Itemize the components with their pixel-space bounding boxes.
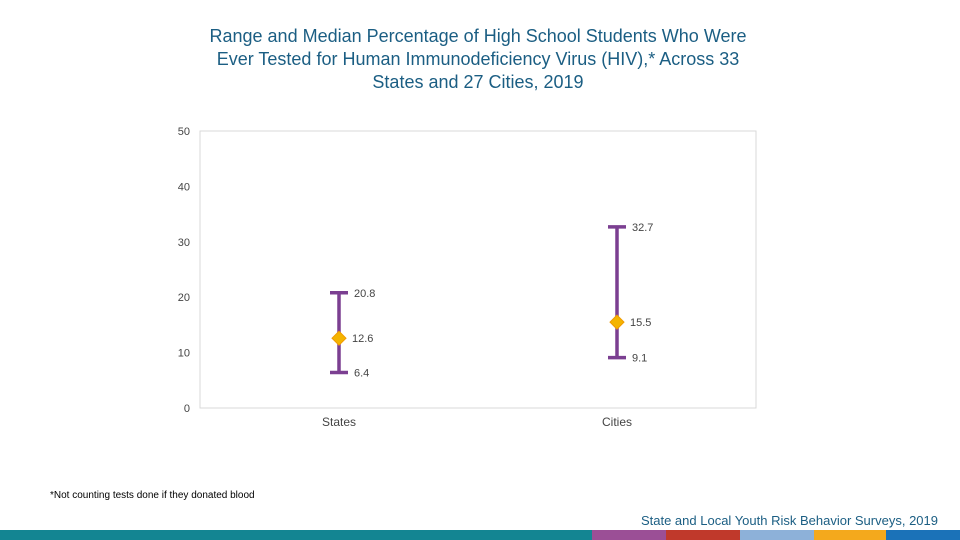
footnote: *Not counting tests done if they donated blood: [50, 490, 255, 501]
source-note: State and Local Youth Risk Behavior Surveys, 2019: [640, 513, 938, 528]
median-data-label: 12.6: [352, 333, 374, 346]
bottom-bar-segment: [886, 530, 960, 540]
y-tick-label: 50: [177, 126, 190, 138]
bottom-bar-segment: [0, 530, 592, 540]
y-tick-label: 0: [183, 403, 190, 415]
median-marker: [332, 331, 346, 345]
max-data-label: 20.8: [354, 287, 376, 300]
x-tick-label: Cities: [601, 415, 633, 429]
bottom-bar-segment: [814, 530, 886, 540]
min-data-label: 9.1: [632, 352, 648, 365]
bottom-color-bar: [0, 530, 960, 540]
y-tick-label: 40: [177, 181, 190, 194]
chart-title-line-1: Range and Median Percentage of High School Students Who Were: [209, 26, 747, 46]
chart-title-line-2: Ever Tested for Human Immunodeficiency Virus (HIV),* Across 33: [216, 49, 740, 69]
chart-title-line-3: States and 27 Cities, 2019: [372, 72, 584, 92]
min-data-label: 6.4: [354, 367, 370, 380]
median-marker: [610, 315, 624, 329]
y-tick-label: 10: [177, 347, 190, 360]
max-data-label: 32.7: [632, 221, 654, 234]
bottom-bar-segment: [666, 530, 740, 540]
bottom-bar-segment: [592, 530, 666, 540]
y-tick-label: 20: [177, 292, 190, 305]
median-data-label: 15.5: [630, 317, 652, 330]
y-tick-label: 30: [177, 236, 190, 249]
plot-frame: [200, 131, 756, 408]
bottom-bar-segment: [740, 530, 814, 540]
x-tick-label: States: [321, 415, 357, 429]
